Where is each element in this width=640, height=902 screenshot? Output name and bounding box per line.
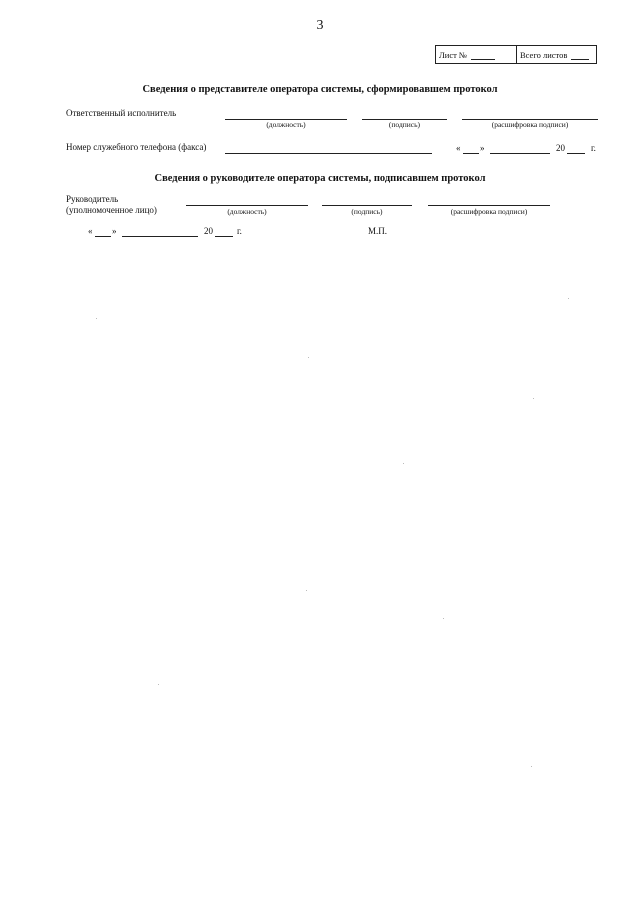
scan-speck [96,318,97,319]
scan-speck [403,463,404,464]
section2-date-close-quote: » [112,226,117,236]
scan-speck [306,590,307,591]
executor-position-caption: (должность) [266,120,306,129]
head-position-line [186,205,308,206]
sheet-number-cell [436,46,516,63]
executor-decoding-caption: (расшифровка подписи) [491,120,569,129]
section2-title: Сведения о руководителе оператора системы, подписавшем протокол [154,173,486,184]
section1-date-year-prefix: 20 [556,143,565,153]
head-signature-line [322,205,412,206]
head-signature-caption: (подпись) [351,207,383,216]
scan-speck [531,766,532,767]
page-number: 3 [316,18,324,33]
head-decoding-caption: (расшифровка подписи) [450,207,528,216]
scan-speck [443,618,444,619]
total-sheets-label: Всего листов [520,49,568,60]
section2-date-month-line [122,236,198,237]
sheet-number-blank [471,50,495,60]
section1-date-day-line [463,153,479,154]
executor-signature-caption: (подпись) [388,120,421,129]
section1-date-year-suffix: г. [591,143,596,153]
head-label-sub: (уполномоченное лицо) [66,205,157,215]
total-sheets-blank [571,50,589,60]
phone-line [225,153,432,154]
scan-speck [533,398,534,399]
phone-label: Номер служебного телефона (факса) [66,142,207,152]
section1-date-close-quote: » [480,143,485,153]
head-decoding-line [428,205,550,206]
section1-date-open-quote: « [456,143,461,153]
executor-label: Ответственный исполнитель [66,108,177,118]
section2-date-open-quote: « [88,226,93,236]
scan-speck [308,357,309,358]
section2-date-year-prefix: 20 [204,226,213,236]
section2-date-day-line [95,236,111,237]
scan-speck [158,684,159,685]
head-label: Руководитель [66,194,119,204]
scan-speck [568,298,569,299]
stamp-label: М.П. [368,226,388,236]
section1-date-year-line [567,153,585,154]
head-position-caption: (должность) [227,207,267,216]
section2-date-year-suffix: г. [237,226,242,236]
total-sheets-cell [516,46,596,63]
section1-title: Сведения о представителе оператора системы, сформировавшем протокол [142,84,498,95]
sheet-info-box [435,45,597,64]
section1-date-month-line [490,153,550,154]
sheet-number-label: Лист № [439,49,468,60]
section2-date-year-line [215,236,233,237]
